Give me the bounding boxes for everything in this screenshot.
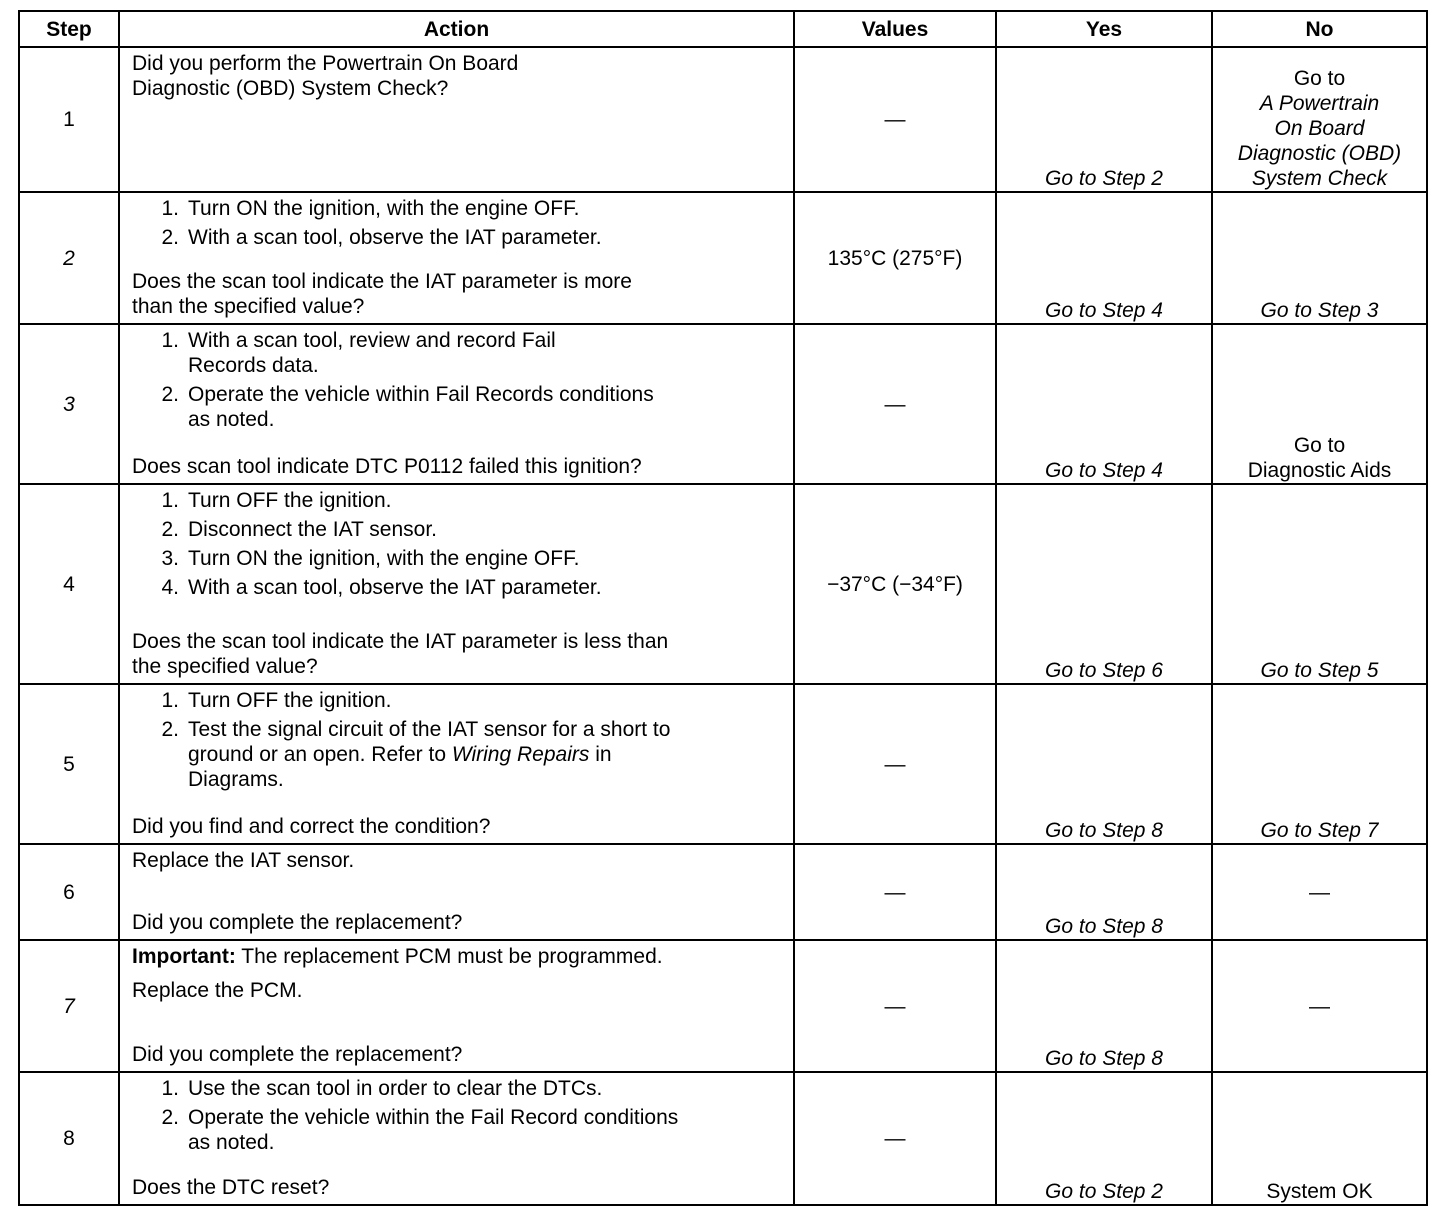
- no-link[interactable]: Go to Step 3: [1212, 192, 1427, 324]
- question-text: than the specified value?: [132, 295, 365, 318]
- no-text: A Powertrain: [1259, 92, 1380, 115]
- item-text: Disconnect the IAT sensor.: [188, 518, 438, 541]
- table-row: [19, 940, 1427, 1072]
- item-text: Turn ON the ignition, with the engine OFF.: [188, 547, 580, 570]
- item-number: 2.: [161, 226, 179, 249]
- list-item: [132, 688, 781, 713]
- list-item: [132, 517, 781, 542]
- header-values: Values: [794, 11, 996, 47]
- item-number: 2.: [161, 383, 179, 406]
- important-label: Important:: [132, 945, 236, 968]
- item-text: With a scan tool, review and record Fail: [188, 329, 556, 352]
- item-number: 4.: [161, 576, 179, 599]
- value-cell: —: [794, 844, 996, 940]
- no-cell: —: [1212, 940, 1427, 1072]
- yes-link[interactable]: Go to Step 4: [996, 192, 1212, 324]
- table-row: [19, 844, 1427, 940]
- table-row: [19, 324, 1427, 484]
- value-cell: —: [794, 1072, 996, 1205]
- value-cell: −37°C (−34°F): [794, 484, 996, 684]
- table-row: [19, 684, 1427, 844]
- table-row: [19, 47, 1427, 192]
- header-step: Step: [19, 11, 119, 47]
- question-text: Did you complete the replacement?: [132, 911, 463, 934]
- action-cell: [119, 47, 794, 192]
- item-text: Test the signal circuit of the IAT sensor for a short to: [188, 718, 671, 741]
- question-text: the specified value?: [132, 655, 318, 678]
- no-link[interactable]: [1212, 324, 1427, 484]
- no-link[interactable]: Go to Step 7: [1212, 684, 1427, 844]
- question-text: Did you find and correct the condition?: [132, 815, 491, 838]
- step-number: 3: [19, 324, 119, 484]
- item-text: Turn OFF the ignition.: [188, 689, 392, 712]
- step-number: 6: [19, 844, 119, 940]
- step-number: 5: [19, 684, 119, 844]
- list-item: [132, 196, 781, 221]
- table-row: [19, 484, 1427, 684]
- header-action: Action: [119, 11, 794, 47]
- step-number: 7: [19, 940, 119, 1072]
- list-item: [132, 225, 781, 250]
- item-text: in: [589, 743, 612, 766]
- step-number: 1: [19, 47, 119, 192]
- yes-link[interactable]: Go to Step 8: [996, 844, 1212, 940]
- question-text: Does the DTC reset?: [132, 1176, 330, 1199]
- step-number: 4: [19, 484, 119, 684]
- action-cell: [119, 940, 794, 1072]
- item-number: 1.: [161, 1077, 179, 1100]
- list-item: [132, 1105, 781, 1155]
- list-item: [132, 382, 781, 432]
- step-number: 2: [19, 192, 119, 324]
- value-cell: —: [794, 940, 996, 1072]
- no-text: Go to: [1293, 67, 1346, 90]
- action-text: Replace the PCM.: [132, 979, 303, 1002]
- list-item: [132, 717, 781, 792]
- value-cell: —: [794, 47, 996, 192]
- item-number: 1.: [161, 689, 179, 712]
- no-text: System Check: [1251, 167, 1388, 190]
- action-text: Diagnostic (OBD) System Check?: [132, 77, 449, 100]
- yes-link[interactable]: Go to Step 6: [996, 484, 1212, 684]
- diagnostic-table: [18, 10, 1428, 1206]
- item-text: Operate the vehicle within Fail Records conditions: [188, 383, 654, 406]
- question-text: Does the scan tool indicate the IAT parameter is more: [132, 270, 632, 293]
- action-cell: [119, 844, 794, 940]
- action-text: Did you perform the Powertrain On Board: [132, 52, 519, 75]
- action-cell: [119, 684, 794, 844]
- item-text: Use the scan tool in order to clear the DTCs.: [188, 1077, 603, 1100]
- value-cell: —: [794, 324, 996, 484]
- item-text: Turn ON the ignition, with the engine OFF.: [188, 197, 580, 220]
- item-number: 1.: [161, 489, 179, 512]
- no-cell: System OK: [1212, 1072, 1427, 1205]
- no-text: Go to: [1293, 434, 1346, 457]
- no-text: Diagnostic (OBD): [1237, 142, 1402, 165]
- action-cell: [119, 324, 794, 484]
- action-cell: [119, 1072, 794, 1205]
- list-item: [132, 488, 781, 513]
- item-text: With a scan tool, observe the IAT parameter.: [188, 226, 602, 249]
- question-text: Does the scan tool indicate the IAT parameter is less than: [132, 630, 669, 653]
- header-yes: Yes: [996, 11, 1212, 47]
- item-number: 2.: [161, 718, 179, 741]
- value-cell: —: [794, 684, 996, 844]
- list-item: [132, 1076, 781, 1101]
- no-cell: —: [1212, 844, 1427, 940]
- list-item: [132, 546, 781, 571]
- wiring-repairs-ref: Wiring Repairs: [451, 743, 590, 766]
- header-row: [19, 11, 1427, 47]
- action-text: Replace the IAT sensor.: [132, 849, 355, 872]
- yes-link[interactable]: Go to Step 2: [996, 1072, 1212, 1205]
- item-number: 3.: [161, 547, 179, 570]
- question-text: Does scan tool indicate DTC P0112 failed this ignition?: [132, 455, 642, 478]
- item-text: Records data.: [188, 354, 319, 377]
- important-note: [132, 944, 781, 969]
- no-text: Diagnostic Aids: [1247, 459, 1392, 482]
- item-text: ground or an open. Refer to: [188, 743, 452, 766]
- yes-link[interactable]: Go to Step 4: [996, 324, 1212, 484]
- table-row: [19, 1072, 1427, 1205]
- item-text: as noted.: [188, 1131, 275, 1154]
- item-text: Diagrams.: [188, 768, 284, 791]
- item-number: 1.: [161, 197, 179, 220]
- value-cell: 135°C (275°F): [794, 192, 996, 324]
- table-row: [19, 192, 1427, 324]
- list-item: [132, 575, 781, 600]
- question-text: Did you complete the replacement?: [132, 1043, 463, 1066]
- no-text: On Board: [1274, 117, 1365, 140]
- list-item: [132, 328, 781, 378]
- item-text: as noted.: [188, 408, 275, 431]
- important-text: The replacement PCM must be programmed.: [235, 945, 663, 968]
- yes-link[interactable]: Go to Step 8: [996, 940, 1212, 1072]
- yes-link[interactable]: Go to Step 2: [996, 47, 1212, 192]
- header-no: No: [1212, 11, 1427, 47]
- action-cell: [119, 192, 794, 324]
- item-text: Turn OFF the ignition.: [188, 489, 392, 512]
- yes-link[interactable]: Go to Step 8: [996, 684, 1212, 844]
- step-number: 8: [19, 1072, 119, 1205]
- item-number: 1.: [161, 329, 179, 352]
- item-number: 2.: [161, 1106, 179, 1129]
- item-number: 2.: [161, 518, 179, 541]
- item-text: With a scan tool, observe the IAT parameter.: [188, 576, 602, 599]
- item-text: Operate the vehicle within the Fail Record conditions: [188, 1106, 679, 1129]
- no-link[interactable]: Go to Step 5: [1212, 484, 1427, 684]
- action-cell: [119, 484, 794, 684]
- no-link[interactable]: [1212, 47, 1427, 192]
